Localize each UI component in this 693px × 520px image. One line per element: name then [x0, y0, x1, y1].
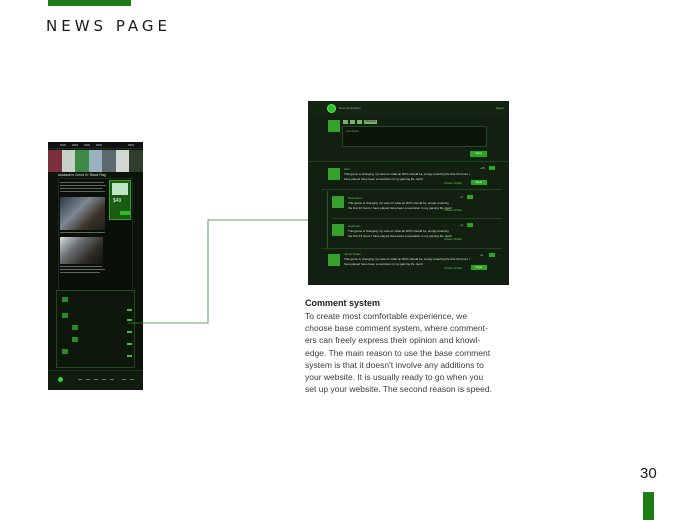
comment-time: Posted: 23 May [444, 267, 463, 270]
mockup-header [308, 101, 509, 115]
avatar [332, 196, 344, 208]
divider [322, 189, 502, 190]
divider [332, 218, 502, 219]
link-icon[interactable] [357, 120, 362, 124]
comment-author: Goldman [348, 224, 361, 228]
logo-icon [327, 104, 336, 113]
comment-time: Posted: 23 May [444, 209, 463, 212]
accent-bar-bottom [643, 492, 654, 520]
divider [308, 161, 509, 162]
italic-icon[interactable] [350, 120, 355, 124]
comment-votes: +9 [480, 254, 483, 257]
vote-icon[interactable] [467, 195, 473, 199]
comment-placeholder: Comment... [346, 129, 361, 133]
comment-text: This game is changing my view on what an RPG should be, simply amazing the first 24 hours I have played have been a revolution in my gaming life. Epic! [344, 257, 470, 266]
article-title: Assassin's Creed IV: Black Flag [58, 173, 106, 177]
comment-input[interactable] [342, 126, 487, 147]
comment-text: This game is changing my view on what an RPG should be, simply amazing the first 24 hours I have played have been a revolution in my gaming life. Epic! [348, 201, 452, 210]
section-description: To create most comfortable experience, we choose base comment system, where comment- ers can freely express their opinion and knowl- edge. The main reason to use the base comment system is that it doesn't involve any additions to your website. It is usually ready to go when you set up your website. The second reason is speed. [305, 311, 492, 395]
comment-system-mockup [308, 101, 509, 285]
thread-line [327, 191, 328, 249]
bold-icon[interactable] [343, 120, 348, 124]
section-heading: Comment system [305, 298, 381, 308]
avatar [332, 224, 344, 236]
reply-button[interactable]: Reply [471, 265, 487, 270]
comment-votes: +4 [460, 196, 463, 199]
comment-text: This game is changing my view on what an RPG should be, simply amazing the first 24 hours I have played have been a revolution in my gaming life. Epic! [344, 172, 470, 181]
comment-author: Alex [344, 167, 350, 171]
comment-time: Posted: 23 May [444, 182, 463, 185]
send-button[interactable]: Send [470, 151, 487, 157]
vote-icon[interactable] [489, 166, 495, 170]
vote-icon[interactable] [467, 223, 473, 227]
vote-icon[interactable] [489, 253, 495, 257]
comment-time: Posted: 23 May [444, 238, 463, 241]
comment-votes: +2 [460, 224, 463, 227]
page-title: NEWS PAGE [46, 17, 172, 35]
page-number: 30 [640, 465, 657, 482]
toolbar-label[interactable]: Wikipedia [365, 120, 376, 123]
comment-author: Jason Drake [344, 252, 361, 256]
login-link[interactable]: Log in [495, 106, 504, 110]
avatar [328, 120, 340, 132]
brand-name: New Generation [339, 106, 361, 110]
comment-author: BraveHero [348, 196, 363, 200]
divider [322, 248, 502, 249]
comment-text: This game is changing my view on what an RPG should be, simply amazing the first 24 hours I have played have been a revolution in my gaming life. Epic! [348, 229, 452, 238]
reply-button[interactable]: Reply [471, 180, 487, 185]
avatar [328, 254, 340, 266]
game-price: $49 [113, 198, 122, 204]
comment-votes: +18 [480, 167, 485, 170]
avatar [328, 168, 340, 180]
